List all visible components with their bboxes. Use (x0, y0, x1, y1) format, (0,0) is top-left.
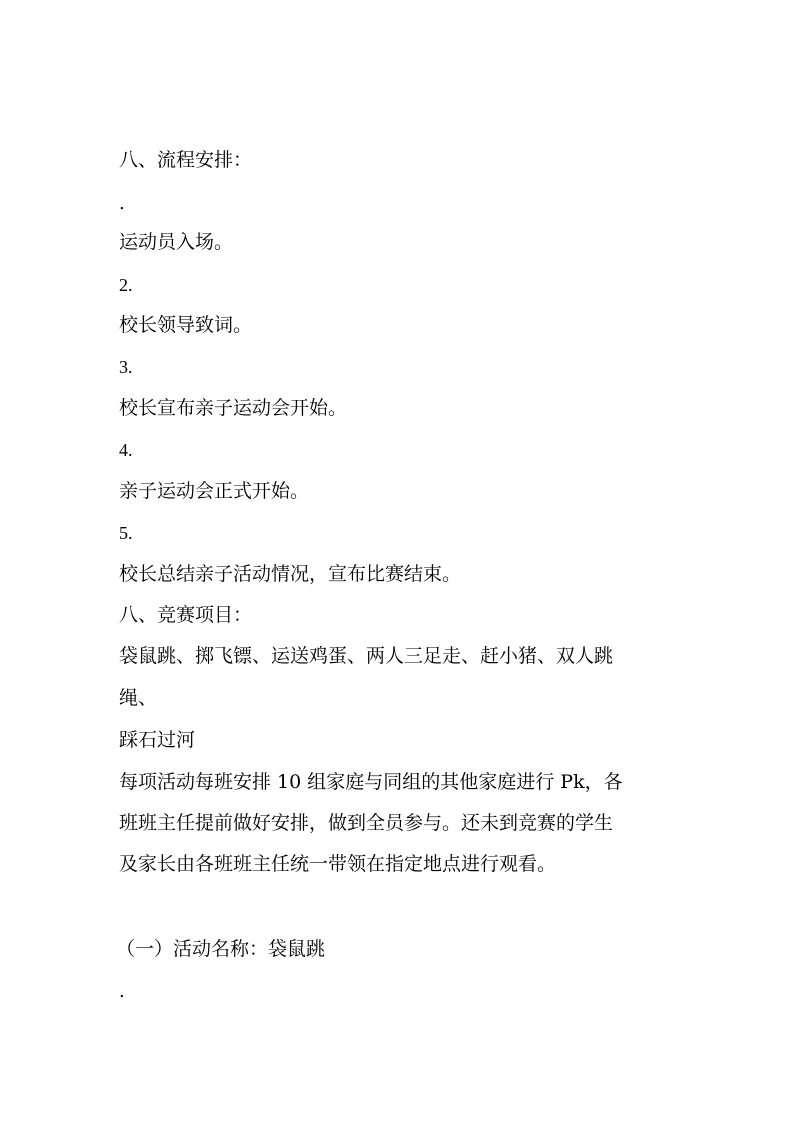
events-list-line-1: 袋鼠跳、掷飞镖、运送鸡蛋、两人三足走、赶小猪、双人跳 (119, 645, 614, 667)
process-step-1: 运动员入场。 (119, 231, 234, 253)
list-marker-2: . (119, 981, 125, 1002)
process-step-3: 校长宣布亲子运动会开始。 (119, 397, 348, 419)
list-number-3: 3. (119, 357, 133, 377)
activity-name-heading: （一）活动名称：袋鼠跳 (116, 938, 326, 960)
arrangement-paragraph-line-3: 及家长由各班班主任统一带领在指定地点进行观看。 (119, 853, 557, 875)
process-step-5: 校长总结亲子活动情况，宣布比赛结束。 (119, 563, 462, 585)
section-heading-events: 八、竞赛项目： (119, 604, 253, 626)
list-number-5: 5. (119, 523, 133, 543)
process-step-4: 亲子运动会正式开始。 (119, 480, 310, 502)
section-heading-process: 八、流程安排： (119, 149, 253, 171)
list-marker-1: . (119, 193, 125, 214)
list-number-2: 2. (119, 275, 133, 295)
arrangement-paragraph-line-2: 班班主任提前做好安排，做到全员参与。还未到竞赛的学生 (119, 812, 614, 834)
events-list-line-3: 踩石过河 (119, 729, 196, 751)
arrangement-paragraph-line-1: 每项活动每班安排 10 组家庭与同组的其他家庭进行 Pk，各 (119, 771, 623, 793)
process-step-2: 校长领导致词。 (119, 314, 253, 336)
list-number-4: 4. (119, 440, 133, 460)
events-list-line-2: 绳、 (119, 687, 158, 709)
